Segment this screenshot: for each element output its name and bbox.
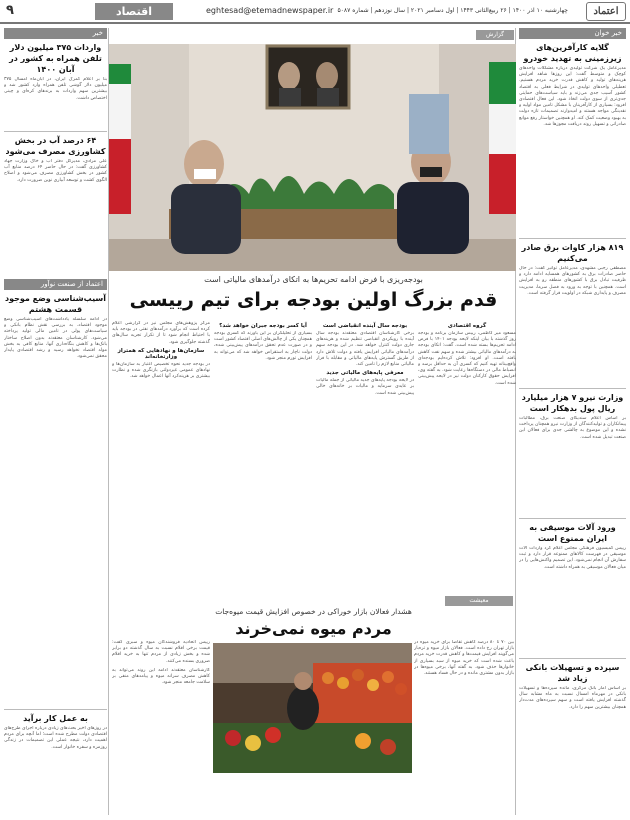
fruit-market-photo (213, 643, 412, 773)
divider (519, 238, 626, 239)
page-header (0, 0, 630, 24)
second-headline: مردم میوه نمی‌خرند (235, 619, 392, 638)
main-headline: قدم بزرگ اولین بودجه برای تیم رییسی (129, 289, 498, 311)
article-column (418, 321, 516, 593)
report-tag: گزارش (476, 30, 514, 40)
second-article-column (414, 640, 514, 815)
meeting-photo (109, 44, 516, 271)
opinion-body: در روزهای اخیر بحث‌های زیادی درباره اجرای طرح‌های اقتصادی دولت مطرح شده است؛ اما آنچه برای مردم اهمیت دارد، نتیجه عملی این تصمیمات در زندگی روزمره و سفره خانوار است. (4, 726, 107, 750)
livelihood-tag: معیشت (445, 596, 513, 606)
opinion-tag: اعتماد از صنعت نوآور (4, 279, 107, 290)
main-kicker: بودجه‌ریزی با فرض ادامه تحریم‌ها به اتکای درآمدهای مالیاتی است (204, 275, 423, 284)
news-body: بر اساس اعلام سندیکای صنعت برق، مطالبات پیمانکاران و تولیدکنندگان از وزارت نیرو همچنان پرداخت نشده و این موضوع به چالشی جدی برای فعالان این صنعت تبدیل شده است. (519, 416, 626, 440)
opinion-headline: به عمل کار برآید (23, 714, 88, 723)
divider (519, 658, 626, 659)
meeting-photo-illustration (109, 44, 516, 271)
news-headline: وزارت نیرو ۷ هزار میلیارد ریال پول بدهکار است (521, 393, 624, 413)
right-news-column (519, 28, 626, 814)
opinion-body: در ادامه سلسله یادداشت‌های آسیب‌شناسی وضع موجود اقتصاد، به بررسی نقش نظام بانکی و سیاست‌های پولی در تامین مالی تولید پرداخته می‌شود. کارشناسان معتقدند بدون اصلاح ساختار بانک‌ها و کاهش بنگاه‌داری آنها، منابع کافی به بخش مولد اقتصاد نخواهد رسید و رشد اقتصادی پایدار محقق نمی‌شود. (4, 317, 107, 360)
article-column (214, 321, 312, 593)
fruit-market-illustration (213, 643, 412, 773)
news-headline: ورود آلات موسیقی به ایران ممنوع است (529, 523, 616, 543)
divider (519, 518, 626, 519)
news-headline: واردات ۳۷۵ میلیون دلار تلفن همراه به کشور در آبان ۱۴۰۰ (9, 43, 102, 74)
page-number: ۹ (6, 3, 14, 18)
article-text: در لایحه بودجه پایه‌های جدید مالیاتی از جمله مالیات بر عایدی سرمایه و مالیات بر خانه‌های خالی پیش‌بینی شده است. (316, 378, 414, 396)
news-headline: سپرده و تسهیلات بانکی زیاد شد (525, 663, 620, 683)
news-body: علی مرادی، مدیرکل دفتر آب و خاک وزارت جهاد کشاورزی گفت: در حال حاضر ۶۴ درصد منابع آب کشور در بخش کشاورزی مصرف می‌شود و اصلاح الگوی کشت و توسعه آبیاری نوین ضرورت دارد. (4, 159, 107, 183)
article-text: بسیاری از تحلیلگران بر این باورند که کسری بودجه همچنان یکی از چالش‌های اصلی اقتصاد کشور است و در صورت عدم تحقق درآمدهای پیش‌بینی شده، دولت ناچار به استقراض خواهد شد که می‌تواند به افزایش تورم منجر شود. (214, 331, 312, 361)
article-subhead: بودجه سال آینده انقباضی است (322, 323, 408, 329)
news-headline: گلایه کارآفرین‌های زیرزمینی به تهدید خودرو (523, 43, 622, 63)
article-text: برخی کارشناسان اقتصادی معتقدند بودجه سال آینده با رویکردی انقباضی تنظیم شده و هزینه‌های جاری دولت کنترل خواهد شد. در این بودجه سهم درآمدهای مالیاتی افزایش یافته و دولت تلاش دارد از طریق گسترش پایه‌های مالیاتی و مقابله با فرار مالیاتی منابع لازم را تامین کند. (316, 331, 414, 368)
article-text: کارشناسان معتقدند ادامه این روند می‌تواند به کاهش مصرف سرانه میوه و پیامدهای منفی بر سلامت جامعه منجر شود. (112, 667, 210, 686)
divider (519, 388, 626, 389)
article-text: بین ۷۰ تا ۸۰ درصد کاهش تقاضا برای خرید میوه در بازار تهران رخ داده است. فعالان بازار میوه و تره‌بار می‌گویند افزایش قیمت‌ها و کاهش قدرت خرید مردم باعث شده است که خرید میوه از سبد بسیاری از خانوارها حذف شود. به گفته آنها، برخی میوه‌ها در بازار بدون مشتری مانده و در حال فساد هستند. (414, 640, 514, 677)
divider (4, 709, 107, 710)
news-body: بنا بر اعلام گمرک ایران، در آبان‌ماه امسال ۳۷۵ میلیون دلار گوشی تلفن همراه وارد کشور شد و بیشترین سهم واردات به برندهای کره‌ای و چینی اختصاص داشت. (4, 77, 107, 101)
article-text: در بودجه جدید نحوه تخصیص اعتبار به سازمان‌ها و نهادهای عمومی غیردولتی بازنگری شده و نظارت بیشتری بر هزینه‌کرد آنها اعمال خواهد شد. (112, 361, 210, 380)
news-headline: ۸۱۹ هزار کاوات برق صادر می‌کنیم (521, 243, 624, 263)
article-subhead: سازمان‌ها و نهادهایی که همتراز وزارتخانه‌اند (117, 347, 205, 360)
email-address[interactable]: eghtesad@etemadnewspaper.ir (206, 6, 334, 15)
article-column (112, 321, 210, 593)
news-body: مصطفی رجبی مشهدی، مدیرعامل توانیر گفت: در حال حاضر صادرات برق به کشورهای همسایه ادامه دارد و ظرفیت تبادل برق با کشورهای منطقه رو به افزایش است. همچنین با توجه به ورود به فصل سرما، مدیریت مصرف و پایداری شبکه در اولویت قرار گرفته است. (519, 266, 626, 296)
second-kicker: هشدار فعالان بازار خوراکی در خصوص افزایش قیمت میوه‌جات (215, 607, 412, 616)
news-headline: ۶۴ درصد آب در بخش کشاورزی مصرف می‌شود (5, 136, 106, 156)
news-body: بر اساس آمار بانک مرکزی، مانده سپرده‌ها و تسهیلات بانکی در مهرماه امسال نسبت به ماه مشابه سال گذشته افزایش یافته است و سهم سپرده‌های مدت‌دار همچنان بیشترین سهم را دارد. (519, 686, 626, 710)
article-subhead: آیا کسر بودجه جبران خواهد شد؟ (219, 323, 307, 329)
article-subhead: معرفی پایه‌های مالیاتی جدید (326, 370, 404, 377)
article-text: مسعود میر کاظمی، رییس سازمان برنامه و بودجه روز گذشته با بیان اینکه لایحه بودجه ۱۴۰۱ با فرض ادامه تحریم‌ها بسته شده است، گفت: اتکای بودجه به درآمدهای مالیاتی بیشتر شده و سهم نفت کاهش یافته است. او افزود: تلاش کرده‌ایم بودجه‌ای واقع‌بینانه تهیه کنیم که کسری آن به حداقل برسد و انضباط مالی در دستگاه‌ها رعایت شود. به گفته وی، افزایش حقوق کارکنان دولت نیز در لایحه پیش‌بینی شده است. (418, 331, 516, 386)
opinion-headline: آسیب‌شناسی وضع موجود قسمت هشتم (4, 294, 107, 314)
dateline: چهارشنبه ۱۰ آذر ۱۴۰۰ | ۲۶ ربیع‌الثانی ۱۴۴۳ | اول دسامبر ۲۰۲۱ | سال نوزدهم | شماره ۵۰۸۷ (337, 7, 568, 14)
left-column-tag: خبر (4, 28, 107, 39)
divider (4, 131, 107, 132)
byline: گروه اقتصادی (447, 323, 487, 329)
second-article-column (112, 640, 210, 815)
article-text: رییس اتحادیه فروشندگان میوه و سبزی گفت: قیمت برخی اقلام نسبت به سال گذشته دو برابر شده و بخش زیادی از مردم تنها به خرید اقلام ضروری بسنده می‌کنند. (112, 640, 210, 664)
newspaper-logo: اعتماد (586, 2, 626, 21)
news-body: مدیرعامل یک شرکت تولیدی درباره مشکلات واحدهای کوچک و متوسط گفت: این روزها شاهد افزایش هزینه‌های تولید و کاهش قدرت خرید مردم هستیم. تعطیلی واحدهای تولیدی در شرایط فعلی به اقتصاد کشور آسیب جدی می‌زند و باید سیاست‌های حمایتی جدی‌تری از سوی دولت اتخاذ شود. این فعال اقتصادی افزود: بسیاری از کارآفرینان با مشکل تامین مواد اولیه و نقدینگی مواجه هستند و امیدوارند تصمیمات تازه دولت به بهبود وضعیت کمک کند. او همچنین خواستار رفع موانع صادراتی و تسهیل روند دریافت مجوزها شد. (519, 66, 626, 127)
news-body: رییس کمیسیون فرهنگی مجلس اعلام کرد واردات آلات موسیقی در فهرست کالاهای ممنوعه قرار دارد و ثبت سفارش آن انجام نمی‌شود. این تصمیم واکنش‌هایی را در میان فعالان موسیقی به همراه داشته است. (519, 546, 626, 570)
right-column-tag: خبر خوان (519, 28, 626, 39)
main-article-body (112, 321, 516, 593)
section-label: اقتصاد (95, 3, 173, 20)
article-column (316, 321, 414, 593)
article-text: مرکز پژوهش‌های مجلس نیز در گزارشی اعلام کرده است که برآورد درآمدهای نفتی در بودجه باید با احتیاط انجام شود تا از تکرار تجربه سال‌های گذشته جلوگیری شود. (112, 321, 210, 345)
left-news-column (4, 28, 107, 814)
